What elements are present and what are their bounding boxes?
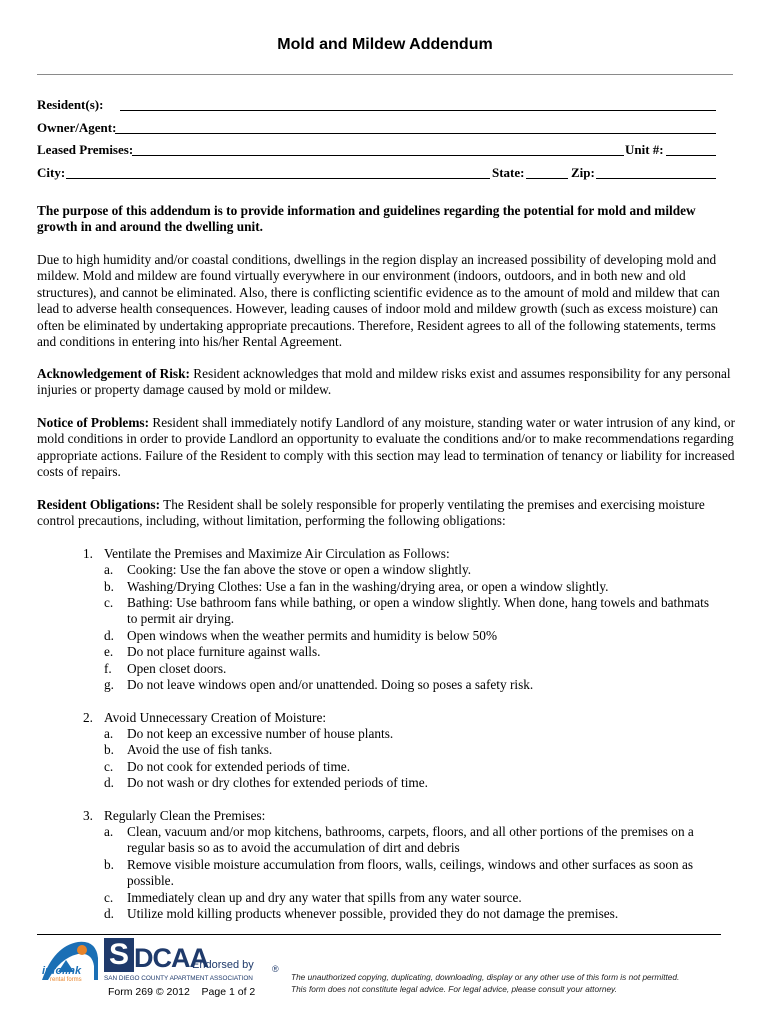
sub-letter: c.	[104, 595, 114, 610]
list-number: 1.	[83, 546, 93, 561]
city-label: City:	[37, 165, 66, 180]
sub-item: Cooking: Use the fan above the stove or open a window slightly.	[127, 562, 472, 577]
city-input-line[interactable]	[66, 178, 490, 179]
sdcaa-wordmark: DCAA	[134, 943, 208, 973]
sub-item: Open windows when the weather permits and humidity is below 50%	[127, 628, 498, 643]
notice-heading: Notice of Problems:	[37, 415, 150, 430]
premises-input-line[interactable]	[132, 155, 624, 156]
sub-letter: g.	[104, 677, 114, 692]
registered-mark: ®	[272, 964, 279, 974]
list-number: 2.	[83, 710, 93, 725]
sub-item: Utilize mold killing products whenever possible, provided they do not damage the premises.	[127, 906, 619, 921]
sub-letter: d.	[104, 906, 114, 921]
sub-item: Do not place furniture against walls.	[127, 644, 321, 659]
notice-text: Resident shall immediately notify Landlord of any moisture, standing water or water intrusion of any kind, or mold conditions in order to provide Landlord an opportunity to evaluate the conditions and/or to make recommendations regarding appropriate actions. Failure of the Resident to comply with this section may lead to termination of tenancy or liability for increased costs of repairs.	[37, 415, 736, 480]
zip-input-line[interactable]	[596, 178, 716, 179]
sdcaa-s-block	[104, 938, 134, 972]
sub-item: Washing/Drying Clothes: Use a fan in the washing/drying area, or open a window slightly.	[127, 579, 609, 594]
legal-disclaimer: This form does not constitute legal advice. For legal advice, please consult your attorney.	[291, 984, 617, 994]
owner-label: Owner/Agent:	[37, 120, 117, 135]
list-item-heading: Regularly Clean the Premises:	[104, 808, 266, 823]
sub-letter: f.	[104, 661, 112, 676]
zip-label: Zip:	[571, 165, 595, 180]
sub-item: Bathing: Use bathroom fans while bathing, or open a window slightly. When done, hang towels and bathmats	[127, 595, 710, 610]
infolink-tagline: rental forms	[50, 977, 82, 983]
sub-letter: b.	[104, 742, 114, 757]
unit-label: Unit #:	[625, 142, 664, 157]
list-item-heading: Avoid Unnecessary Creation of Moisture:	[104, 710, 327, 725]
association-name: SAN DIEGO COUNTY APARTMENT ASSOCIATION	[104, 975, 253, 982]
endorsed-by-text: Endorsed by	[192, 959, 254, 971]
infolink-wordmark: infolink	[42, 965, 82, 977]
state-input-line[interactable]	[526, 178, 568, 179]
sub-item: Do not wash or dry clothes for extended periods of time.	[127, 775, 428, 790]
resident-label: Resident(s):	[37, 97, 104, 112]
sub-letter: b.	[104, 857, 114, 872]
sub-letter: d.	[104, 775, 114, 790]
sub-letter: a.	[104, 562, 114, 577]
sub-item: Open closet doors.	[127, 661, 227, 676]
sub-letter: c.	[104, 890, 114, 905]
list-item-heading: Ventilate the Premises and Maximize Air Circulation as Follows:	[104, 546, 450, 561]
sub-item-continued: to permit air drying.	[127, 611, 235, 626]
sub-item: Do not keep an excessive number of house plants.	[127, 726, 394, 741]
sub-letter: c.	[104, 759, 114, 774]
infolink-logo	[38, 936, 100, 988]
sub-letter: d.	[104, 628, 114, 643]
purpose-statement: The purpose of this addendum is to provide information and guidelines regarding the potential for mold and mildew growth in and around the dwelling unit.	[37, 203, 696, 235]
sub-letter: e.	[104, 644, 114, 659]
sdcaa-s-letter: S	[108, 938, 129, 971]
obligations-heading: Resident Obligations:	[37, 497, 161, 512]
title-divider	[37, 74, 733, 75]
footer-divider	[37, 934, 721, 935]
copyright-notice: The unauthorized copying, duplicating, downloading, display or any other use of this form is not permitted.	[291, 972, 680, 982]
resident-input-line[interactable]	[120, 110, 716, 111]
risk-text: Resident acknowledges that mold and mildew risks exist and assumes responsibility for any personal injuries or property damage caused by mold or mildew.	[37, 366, 731, 398]
premises-label: Leased Premises:	[37, 142, 134, 157]
owner-input-line[interactable]	[115, 133, 716, 134]
sub-item: Avoid the use of fish tanks.	[127, 742, 273, 757]
risk-heading: Acknowledgement of Risk:	[37, 366, 190, 381]
obligations-section	[37, 497, 737, 530]
page-title: Mold and Mildew Addendum	[277, 36, 493, 53]
sub-letter: a.	[104, 726, 114, 741]
form-info: Form 269 © 2012 Page 1 of 2	[108, 986, 256, 998]
sub-letter: b.	[104, 579, 114, 594]
sub-item: Do not leave windows open and/or unattended. Doing so poses a safety risk.	[127, 677, 534, 692]
sub-item-continued: possible.	[127, 873, 174, 888]
risk-section	[37, 366, 737, 399]
list-number: 3.	[83, 808, 93, 823]
sub-item: Clean, vacuum and/or mop kitchens, bathrooms, carpets, floors, and all other portions of the premises on a	[127, 824, 694, 839]
sub-item-continued: regular basis so as to avoid the accumulation of dirt and debris	[127, 840, 460, 855]
state-label: State:	[492, 165, 525, 180]
intro-paragraph: Due to high humidity and/or coastal conditions, dwellings in the region display an increased possibility of developing mold and mildew. Mold and mildew are found virtually everywhere in our environment (indoors, outdoors, and in both new and old structures), and cannot be eliminated. Also, there is conflicting scientific evidence as to the amount of mold and mildew that can lead to adverse health consequences. However, leading causes of indoor mold and mildew growth (such as excess moisture) can often be eliminated by undertaking appropriate precautions. Therefore, Resident agrees to all of the following statements, terms and conditions in entering into his/her Rental Agreement.	[37, 252, 720, 350]
sub-item: Immediately clean up and dry any water that spills from any water source.	[127, 890, 522, 905]
sub-item: Do not cook for extended periods of time.	[127, 759, 351, 774]
obligations-text: The Resident shall be solely responsible for properly ventilating the premises and exercising moisture control precautions, including, without limitation, performing the following obligations:	[37, 497, 705, 529]
sub-item: Remove visible moisture accumulation from floors, walls, ceilings, windows and other surfaces as soon as	[127, 857, 694, 872]
sub-letter: a.	[104, 824, 114, 839]
notice-section	[37, 415, 737, 481]
unit-input-line[interactable]	[666, 155, 716, 156]
